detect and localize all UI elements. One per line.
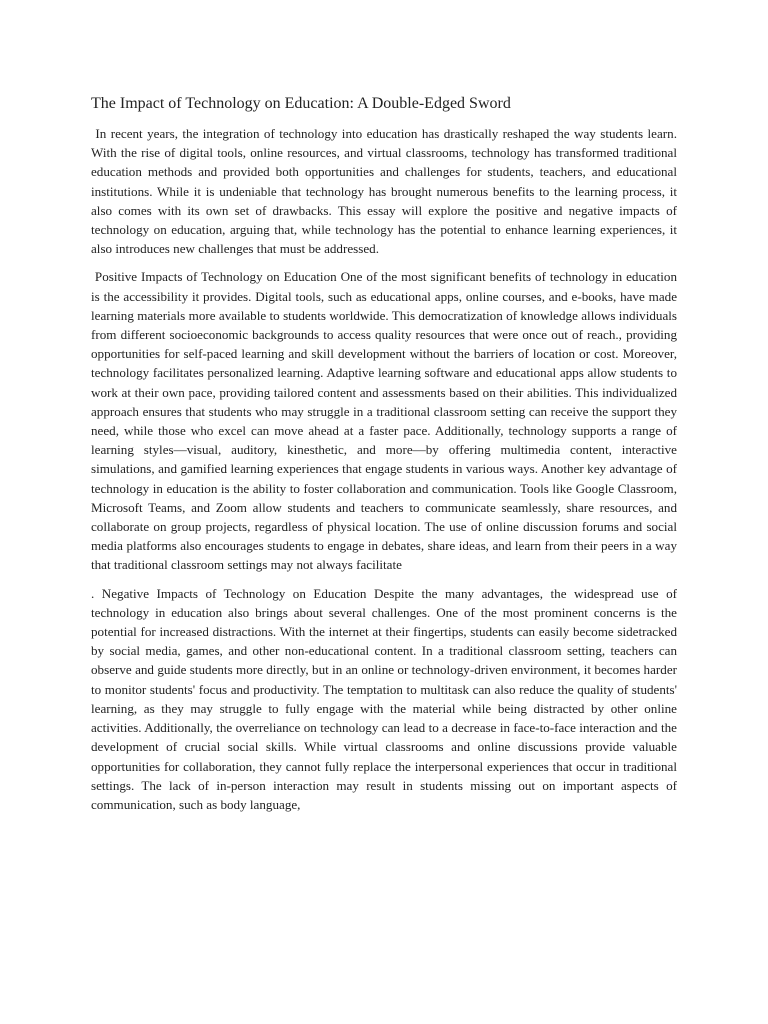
document-body <box>91 93 677 823</box>
negative-impacts-paragraph: . Negative Impacts of Technology on Education Despite the many advantages, the widespread use of technology in education also brings about several challenges. One of the most prominent concerns is the potential for increased distractions. With the internet at their fingertips, students can easily become sidetracked by social media, games, and other non-educational content. In a traditional classroom setting, teachers can observe and guide students more directly, but in an online or technology-driven environment, it becomes harder to monitor students' focus and productivity. The temptation to multitask can also reduce the quality of students' learning, as they may struggle to fully engage with the material while being distracted by other online activities. Additionally, the overreliance on technology can lead to a decrease in face-to-face interaction and the development of crucial social skills. While virtual classrooms and online discussions provide valuable opportunities for collaboration, they cannot fully replace the interpersonal experiences that occur in traditional settings. The lack of in-person interaction may result in students missing out on important aspects of communication, such as body language, <box>91 585 677 812</box>
document-title: The Impact of Technology on Education: A Double-Edged Sword <box>91 95 511 112</box>
intro-paragraph: In recent years, the integration of technology into education has drastically reshaped the way students learn. With the rise of digital tools, online resources, and virtual classrooms, technology has transformed traditional education methods and provided both opportunities and challenges for students, teachers, and educational institutions. While it is undeniable that technology has brought numerous benefits to the learning process, it also comes with its own set of drawbacks. This essay will explore the positive and negative impacts of technology on education, arguing that, while technology has the potential to enhance learning experiences, it also introduces new challenges that must be addressed. <box>91 126 677 257</box>
positive-impacts-paragraph: Positive Impacts of Technology on Education One of the most significant benefits of technology in education is the accessibility it provides. Digital tools, such as educational apps, online courses, and e-books, have made learning materials more available to students worldwide. This democratization of knowledge allows individuals from different socioeconomic backgrounds to access quality resources that were once out of reach., providing opportunities for self-paced learning and skill development without the barriers of location or cost. Moreover, technology facilitates personalized learning. Adaptive learning software and educational apps allow students to work at their own pace, providing tailored content and assessments based on their abilities. This individualized approach ensures that students who may struggle in a traditional classroom setting can receive the support they need, while those who excel can move ahead at a faster pace. Additionally, technology supports a range of learning styles—visual, auditory, kinesthetic, and more—by offering multimedia content, interactive simulations, and gamified learning experiences that engage students in various ways. Another key advantage of technology in education is the ability to foster collaboration and communication. Tools like Google Classroom, Microsoft Teams, and Zoom allow students and teachers to communicate seamlessly, share resources, and collaborate on group projects, regardless of physical location. The use of online discussion forums and social media platforms also encourages students to engage in debates, share ideas, and learn from their peers in a way that traditional classroom settings may not always facilitate <box>91 269 677 573</box>
